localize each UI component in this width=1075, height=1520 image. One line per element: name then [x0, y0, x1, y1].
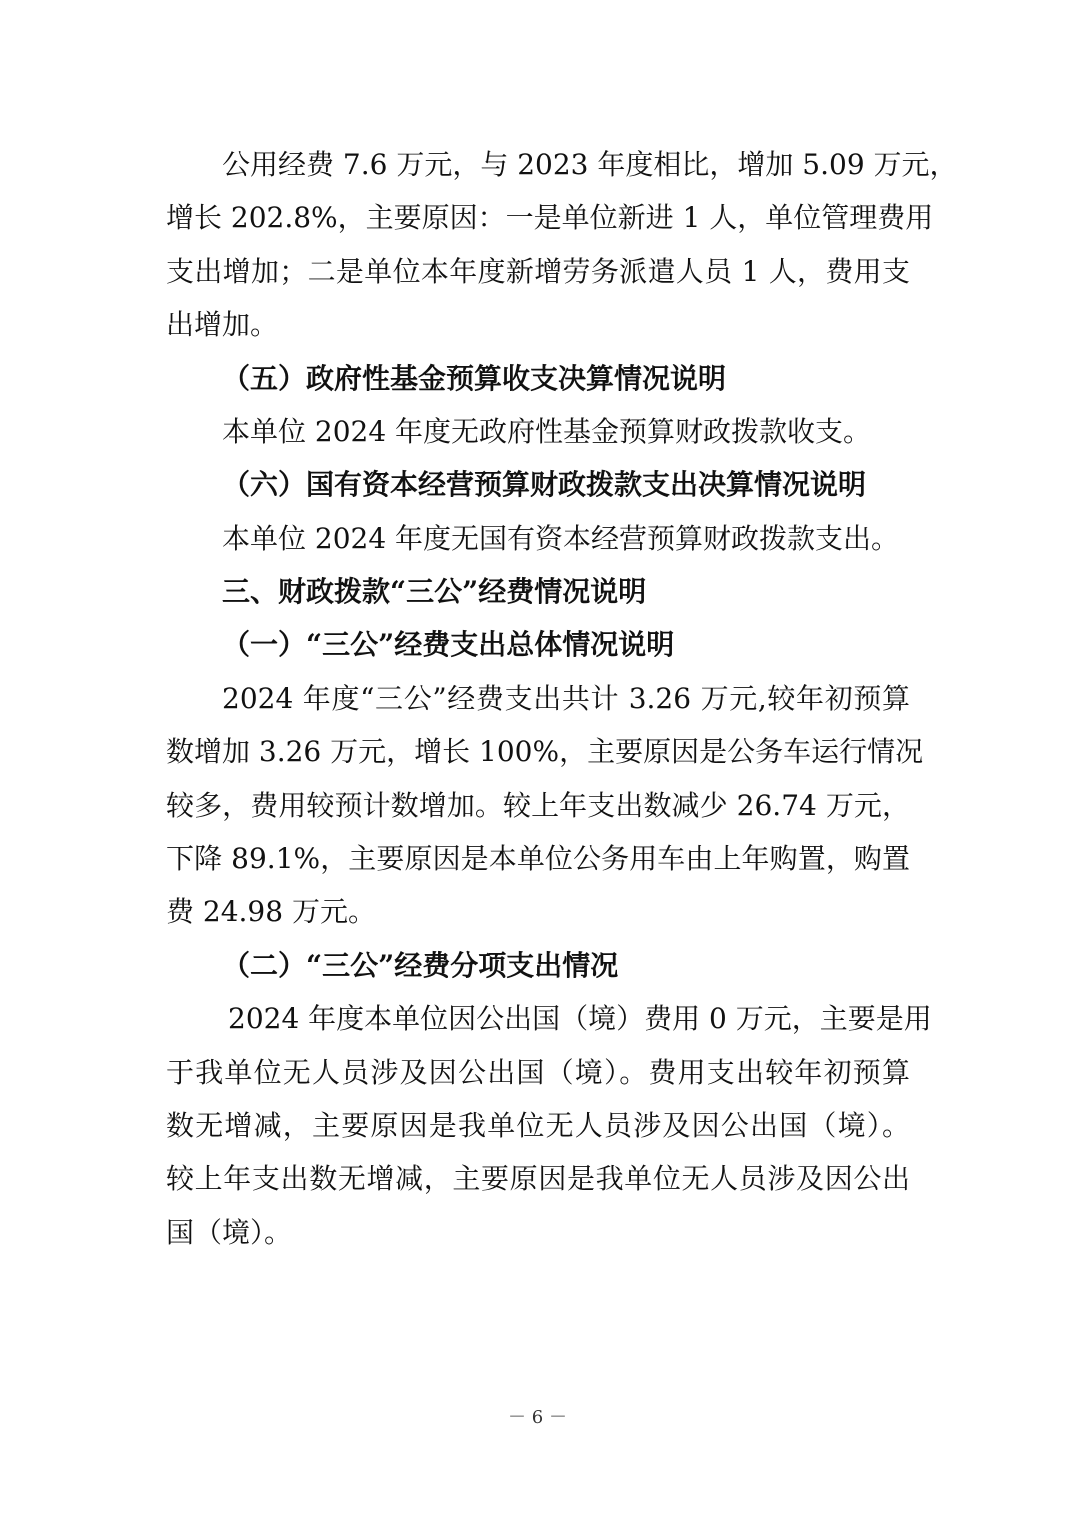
paragraph-line: 本单位 2024 年度无国有资本经营预算财政拨款支出。 [222, 522, 900, 555]
paragraph-line: 数增加 3.26 万元，增长 100%，主要原因是公务车运行情况 [166, 735, 924, 768]
section-heading: （一）“三公”经费支出总体情况说明 [222, 628, 675, 661]
paragraph-line: 国（境）。 [166, 1216, 293, 1249]
paragraph-line: 增长 202.8%，主要原因：一是单位新进 1 人，单位管理费用 [166, 201, 934, 234]
paragraph-line: 支出增加；二是单位本年度新增劳务派遣人员 1 人，费用支 [166, 255, 910, 288]
paragraph-line: 数无增减，主要原因是我单位无人员涉及因公出国（境）。 [166, 1109, 910, 1142]
paragraph-line: 2024 年度“三公”经费支出共计 3.26 万元,较年初预算 [222, 682, 910, 715]
paragraph-line: 公用经费 7.6 万元，与 2023 年度相比，增加 5.09 万元， [222, 148, 958, 181]
paragraph-line: 本单位 2024 年度无政府性基金预算财政拨款收支。 [222, 415, 872, 448]
section-heading: （六）国有资本经营预算财政拨款支出决算情况说明 [222, 468, 867, 501]
paragraph-line: 出增加。 [166, 308, 279, 341]
section-heading: （二）“三公”经费分项支出情况 [222, 949, 619, 982]
section-heading: （五）政府性基金预算收支决算情况说明 [222, 362, 727, 395]
paragraph-line: 于我单位无人员涉及因公出国（境）。费用支出较年初预算 [166, 1056, 910, 1089]
paragraph-line: 2024 年度本单位因公出国（境）费用 0 万元，主要是用 [228, 1002, 932, 1035]
paragraph-line: 下降 89.1%，主要原因是本单位公务用车由上年购置，购置 [166, 842, 910, 875]
paragraph-line: 费 24.98 万元。 [166, 895, 376, 928]
paragraph-line: 较多，费用较预计数增加。较上年支出数减少 26.74 万元， [166, 789, 910, 822]
paragraph-line: 较上年支出数无增减，主要原因是我单位无人员涉及因公出 [166, 1162, 910, 1195]
chapter-heading: 三、财政拨款“三公”经费情况说明 [222, 575, 647, 608]
page-number: － 6 － [508, 1407, 567, 1428]
